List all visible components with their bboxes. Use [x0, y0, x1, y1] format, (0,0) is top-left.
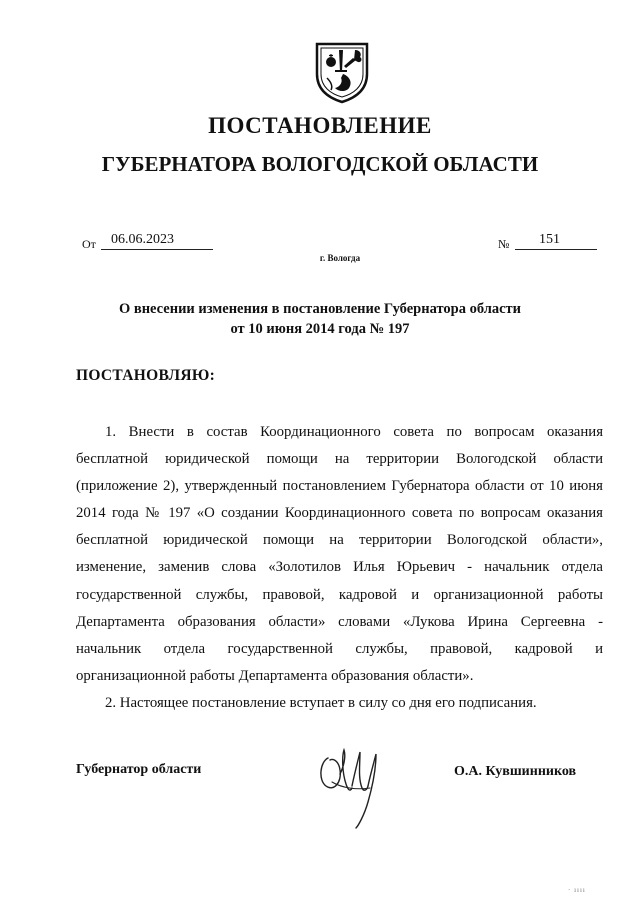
document-number: 151	[515, 232, 597, 250]
document-date: 06.06.2023	[101, 232, 213, 250]
signatory-role: Губернатор области	[76, 762, 202, 777]
document-title: ПОСТАНОВЛЕНИЕ	[208, 113, 432, 138]
page-mark: · ıııı	[568, 886, 586, 894]
document-subtitle: ГУБЕРНАТОРА ВОЛОГОДСКОЙ ОБЛАСТИ	[101, 152, 539, 176]
city-label: г. Вологда	[319, 253, 361, 263]
handwritten-signature	[312, 736, 386, 832]
document-body	[76, 419, 603, 717]
date-prefix: От	[82, 237, 96, 251]
decree-word: ПОСТАНОВЛЯЮ:	[76, 367, 216, 384]
coat-of-arms-icon	[313, 40, 371, 104]
paragraph-2: 2. Настоящее постановление вступает в силу со дня его подписания.	[105, 694, 537, 711]
number-prefix: №	[498, 237, 510, 251]
subject-line-1: О внесении изменения в постановление Губернатора области	[118, 301, 522, 317]
paragraph-1: 1. Внести в состав Координационного совета по вопросам оказания бесплатной юридической помощи на территории Вологодской области (приложение 2), утвержденный постановлением Губернатора области от 10 июня 2014 года № 197 «О создании Координационного совета по вопросам оказания бесплатной юридической помощи на территории Вологодской области», изменение, заменив слова «Золотилов Илья Юрьевич - начальник отдела государственной службы, правовой, кадровой и организационной работы Департамента образования области» словами «Лукова Ирина Сергеевна - начальник отдела государственной службы, правовой, кадровой и организационной работы Департамента образования области».	[76, 424, 603, 684]
subject-line-2: от 10 июня 2014 года № 197	[230, 321, 410, 337]
signatory-name: О.А. Кувшинников	[454, 764, 577, 779]
